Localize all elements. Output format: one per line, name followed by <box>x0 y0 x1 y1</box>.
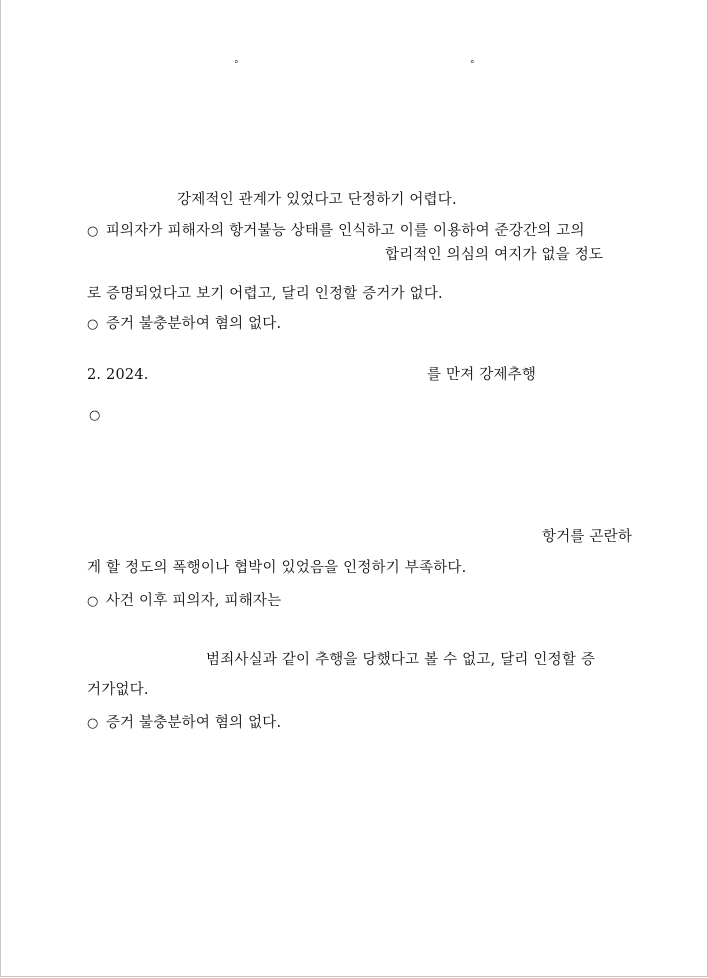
line-violence: 게 할 정도의 폭행이나 협박이 있었음을 인정하기 부족하다. <box>87 560 467 576</box>
line-conclusion-1: 강제적인 관계가 있었다고 단정하기 어렵다. <box>177 192 457 208</box>
line-crime-facts: 범죄사실과 같이 추행을 당했다고 볼 수 없고, 달리 인정할 증 <box>206 652 596 668</box>
line-after-incident-text: 사건 이후 피의자, 피해자는 <box>105 593 282 609</box>
bullet-circle: ○ <box>89 408 101 423</box>
line-intent-text: 피의자가 피해자의 항거불능 상태를 인식하고 이를 이용하여 준강간의 고의 <box>105 223 585 239</box>
line-proof: 로 증명되었다고 보기 어렵고, 달리 인정할 증거가 없다. <box>87 286 443 302</box>
line-insufficient-text-1: 증거 불충분하여 혐의 없다. <box>105 316 282 332</box>
line-insufficient-text-2: 증거 불충분하여 혐의 없다. <box>105 715 282 731</box>
line-no-evidence: 거가없다. <box>87 682 149 698</box>
bullet-circle: ○ <box>87 716 99 731</box>
section-2-heading: 2. 2024. <box>87 367 149 383</box>
line-bullet-intent <box>87 222 585 241</box>
line-bullet-insufficient-1 <box>87 315 281 334</box>
line-resistance: 항거를 곤란하 <box>542 529 633 545</box>
bullet-circle: ○ <box>87 594 99 609</box>
top-mark-right: ° <box>470 60 475 70</box>
bullet-circle: ○ <box>87 317 99 332</box>
top-mark-left: ° <box>234 60 239 70</box>
line-bullet-empty <box>89 406 103 425</box>
section-2-heading-right: 를 만져 강제추행 <box>427 367 537 383</box>
line-reasonable-doubt: 합리적인 의심의 여지가 없을 정도 <box>385 247 604 263</box>
line-bullet-after-incident <box>87 592 281 611</box>
bullet-circle: ○ <box>87 224 99 239</box>
line-bullet-insufficient-2 <box>87 714 281 733</box>
